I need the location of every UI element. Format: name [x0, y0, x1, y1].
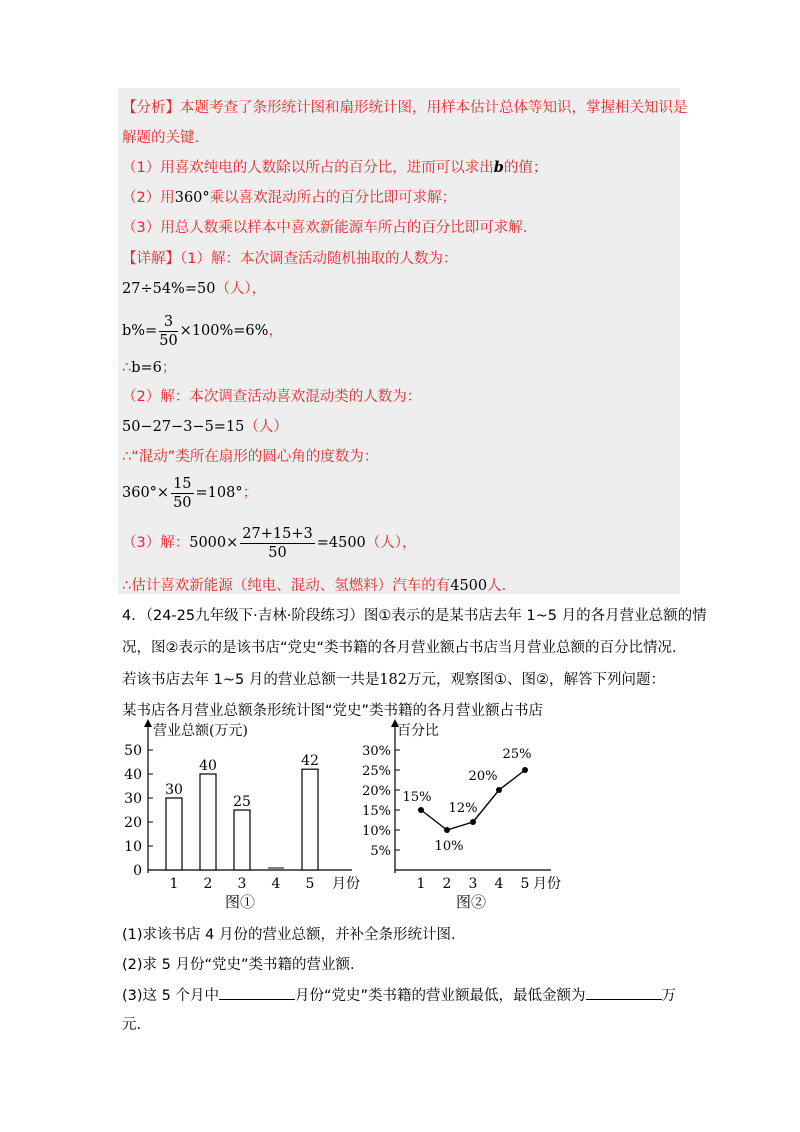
analysis-line-3: （1）用喜欢纯电的人数除以所占的百分比，进而可以求出b的值；	[122, 159, 548, 176]
line-chart-data-label: 12%	[448, 801, 478, 816]
sub-question-3: (3)这 5 个月中 月份“党史”类书籍的营业额最低，最低金额为 万	[122, 985, 676, 1006]
detail-line-7: ∴“混动”类所在扇形的圆心角的度数为：	[122, 449, 379, 465]
bar-chart-y-tick-label: 50	[124, 743, 142, 759]
bar-chart-bar	[234, 810, 250, 870]
chart-caption: 某书店各月营业总额条形统计图“党史”类书籍的各月营业额占书店	[122, 703, 544, 719]
line-chart-y-tick-label: 30%	[362, 744, 391, 759]
line-chart-data-label: 20%	[468, 769, 498, 784]
fraction-15-50: $\frac{15}{50}$	[173, 475, 192, 511]
line-chart-y-tick-label: 20%	[362, 784, 391, 799]
bar-chart-x-tick-label: 4	[271, 876, 281, 892]
bar-chart-y-label: 营业总额(万元)	[153, 723, 248, 739]
bar-chart-x-tick-label: 3	[237, 876, 247, 892]
fraction-3-50: $\frac{3}{50}$	[159, 313, 178, 349]
line-chart-y-tick-label: 15%	[362, 804, 391, 819]
bar-chart-title: 图①	[224, 893, 256, 911]
sub-question-2: (2)求 5 月份“党史”类书籍的营业额.	[122, 957, 355, 973]
line-chart-title: 图②	[455, 893, 487, 911]
fraction-sum-50: $\frac{27+15+3}{50}$	[242, 525, 313, 561]
bar-chart-x-tick-label: 2	[203, 876, 213, 892]
line-chart-y-tick-label: 25%	[362, 764, 391, 779]
analysis-line-2: 解题的关键.	[122, 130, 200, 146]
line-chart-data-label: 25%	[502, 747, 532, 762]
bar-chart-bar	[166, 798, 182, 870]
detail-line-6: 50−27−3−5=15（人）	[122, 419, 288, 435]
line-chart-y-tick-label: 5%	[370, 844, 391, 859]
bar-chart-data-label: 40	[199, 758, 217, 774]
analysis-line-1: 【分析】本题考查了条形统计图和扇形统计图，用样本估计总体等知识，掌握相关知识是	[122, 100, 688, 116]
line-chart-x-tick-label: 2	[442, 876, 452, 892]
bar-chart-y-tick-label: 10	[124, 839, 142, 855]
line-chart-point	[470, 819, 476, 825]
line-chart-y-tick-label: 10%	[362, 824, 391, 839]
line-chart-y-label: 百分比	[397, 723, 439, 739]
answer-blank-amount[interactable]	[586, 985, 662, 1000]
question-text-2: 况，图②表示的是该书店“党史“类书籍的各月营业额占书店当月营业总额的百分比情况.	[122, 640, 677, 656]
line-chart-x-tick-label: 1	[416, 876, 426, 892]
bar-chart-bar	[200, 774, 216, 870]
bar-chart-data-label: 25	[233, 794, 251, 810]
line-chart-x-tick-label: 5	[520, 876, 530, 892]
bar-chart-bar	[302, 769, 318, 870]
line-chart-point	[522, 767, 528, 773]
bar-chart-x-tick-label: 5	[305, 876, 315, 892]
line-chart-point	[496, 787, 502, 793]
sub-question-3-tail: 元.	[122, 1017, 142, 1033]
detail-line-1: 【详解】（1）解：本次调查活动随机抽取的人数为：	[122, 251, 458, 267]
detail-line-10: ∴估计喜欢新能源（纯电、混动、氢燃料）汽车的有4500人.	[122, 578, 507, 594]
line-chart-point	[418, 807, 424, 813]
bar-chart-data-label: 30	[165, 782, 183, 798]
detail-line-3: b%= $\frac{3}{50}$ ×100%=6%，	[122, 313, 283, 349]
line-chart-x-label: 月份	[533, 876, 561, 892]
detail-line-5: （2）解：本次调查活动喜欢混动类的人数为：	[122, 389, 422, 405]
detail-line-8: 360°× $\frac{15}{50}$ =108°；	[122, 475, 258, 511]
bar-chart-data-label: 42	[301, 753, 319, 770]
answer-blank-month[interactable]	[219, 985, 295, 1000]
line-chart-point	[444, 827, 450, 833]
bar-chart-y-tick-label: 0	[133, 863, 142, 879]
bar-chart-x-tick-label: 1	[169, 876, 179, 892]
line-chart-data-label: 15%	[402, 790, 432, 805]
line-chart-x-tick-label: 3	[468, 876, 478, 892]
detail-line-4: ∴b=6；	[122, 360, 177, 376]
analysis-line-5: （3）用总人数乘以样本中喜欢新能源车所占的百分比即可求解.	[122, 220, 528, 236]
line-chart-x-tick-label: 4	[494, 876, 504, 892]
analysis-line-4: （2）用360°乘以喜欢混动所占的百分比即可求解；	[122, 190, 457, 206]
sub-question-1: (1)求该书店 4 月份的营业总额，并补全条形统计图.	[122, 927, 456, 943]
bar-chart-y-tick-label: 20	[124, 815, 142, 831]
detail-line-9: （3）解：5000× $\frac{27+15+3}{50}$ =4500（人），	[122, 525, 417, 561]
question-text-1: 4．（24-25九年级下·吉林·阶段练习）图①表示的是某书店去年 1~5 月的各月营业总额的情	[122, 608, 707, 624]
charts-figure	[110, 715, 590, 915]
line-chart-data-label: 10%	[434, 839, 464, 854]
bar-chart-x-label: 月份	[332, 876, 360, 892]
bar-chart-y-tick-label: 30	[124, 791, 142, 807]
detail-line-2: 27÷54%=50（人），	[122, 281, 267, 297]
bar-chart-y-tick-label: 40	[124, 767, 142, 783]
bar-chart-y-arrow	[144, 719, 152, 727]
question-text-3: 若该书店去年 1~5 月的营业总额一共是182万元，观察图①、图②，解答下列问题：	[122, 672, 666, 688]
